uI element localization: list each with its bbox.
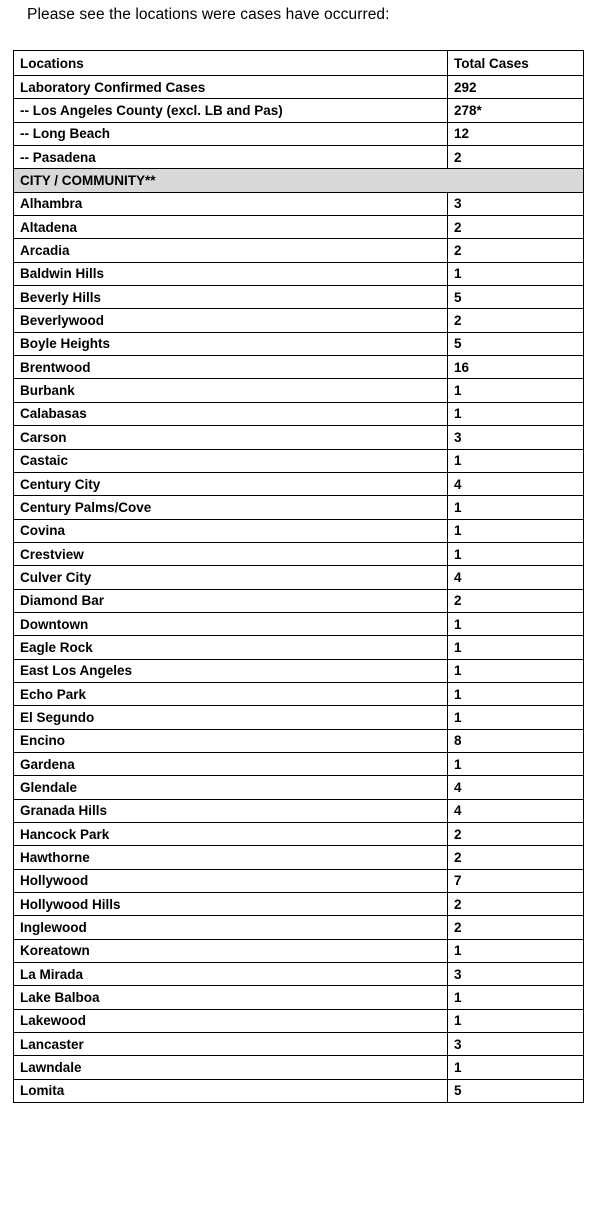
cases-cell: 2	[448, 146, 584, 169]
table-row	[14, 1079, 584, 1102]
cases-cell: 12	[448, 122, 584, 145]
location-cell: Alhambra	[14, 192, 448, 215]
cases-cell: 1	[448, 659, 584, 682]
cases-cell: 1	[448, 682, 584, 705]
cases-cell: 1	[448, 379, 584, 402]
cases-cell: 2	[448, 893, 584, 916]
location-cell: Culver City	[14, 566, 448, 589]
location-cell: Altadena	[14, 216, 448, 239]
location-cell: Castaic	[14, 449, 448, 472]
location-cell: Brentwood	[14, 356, 448, 379]
location-cell: -- Los Angeles County (excl. LB and Pas)	[14, 99, 448, 122]
summary-row	[14, 76, 584, 99]
location-cell: Encino	[14, 729, 448, 752]
location-cell: Lancaster	[14, 1033, 448, 1056]
table-row	[14, 426, 584, 449]
summary-row	[14, 146, 584, 169]
location-cell: Hancock Park	[14, 823, 448, 846]
cases-cell: 1	[448, 402, 584, 425]
location-cell: -- Pasadena	[14, 146, 448, 169]
cases-cell: 2	[448, 216, 584, 239]
cases-cell: 1	[448, 449, 584, 472]
location-cell: Covina	[14, 519, 448, 542]
location-cell: Crestview	[14, 542, 448, 565]
table-row	[14, 939, 584, 962]
location-cell: Boyle Heights	[14, 332, 448, 355]
location-cell: Beverlywood	[14, 309, 448, 332]
cases-cell: 1	[448, 542, 584, 565]
section-header-row	[14, 169, 584, 192]
table-row	[14, 869, 584, 892]
cases-cell: 3	[448, 963, 584, 986]
cases-cell: 1	[448, 752, 584, 775]
location-cell: Hollywood	[14, 869, 448, 892]
table-row	[14, 752, 584, 775]
table-row	[14, 566, 584, 589]
table-row	[14, 1009, 584, 1032]
cases-cell: 8	[448, 729, 584, 752]
location-cell: Inglewood	[14, 916, 448, 939]
cases-cell: 2	[448, 309, 584, 332]
table-row	[14, 332, 584, 355]
location-cell: Koreatown	[14, 939, 448, 962]
table-row	[14, 823, 584, 846]
table-row	[14, 379, 584, 402]
cases-cell: 4	[448, 566, 584, 589]
table-row	[14, 519, 584, 542]
cases-cell: 2	[448, 239, 584, 262]
table-row	[14, 192, 584, 215]
table-row	[14, 963, 584, 986]
cases-cell: 1	[448, 706, 584, 729]
location-cell: Century City	[14, 472, 448, 495]
cases-cell: 4	[448, 776, 584, 799]
table-row	[14, 286, 584, 309]
location-cell: Gardena	[14, 752, 448, 775]
cases-cell: 2	[448, 589, 584, 612]
table-row	[14, 729, 584, 752]
cases-table-body	[14, 51, 584, 1103]
cases-cell: 7	[448, 869, 584, 892]
cases-table	[13, 50, 584, 1103]
location-cell: Beverly Hills	[14, 286, 448, 309]
table-row	[14, 449, 584, 472]
summary-row	[14, 122, 584, 145]
cases-cell: 1	[448, 519, 584, 542]
cases-cell: 5	[448, 332, 584, 355]
cases-cell: 2	[448, 823, 584, 846]
location-cell: Echo Park	[14, 682, 448, 705]
cases-cell: 4	[448, 799, 584, 822]
table-row	[14, 402, 584, 425]
location-cell: Lawndale	[14, 1056, 448, 1079]
table-row	[14, 682, 584, 705]
column-header-total-cases: Total Cases	[448, 51, 584, 76]
cases-cell: 1	[448, 1056, 584, 1079]
table-row	[14, 309, 584, 332]
table-row	[14, 216, 584, 239]
location-cell: Burbank	[14, 379, 448, 402]
cases-cell: 1	[448, 262, 584, 285]
table-row	[14, 916, 584, 939]
location-cell: Calabasas	[14, 402, 448, 425]
cases-cell: 3	[448, 192, 584, 215]
table-row	[14, 589, 584, 612]
cases-cell: 292	[448, 76, 584, 99]
cases-cell: 1	[448, 1009, 584, 1032]
location-cell: Arcadia	[14, 239, 448, 262]
cases-cell: 16	[448, 356, 584, 379]
location-cell: Baldwin Hills	[14, 262, 448, 285]
column-header-locations: Locations	[14, 51, 448, 76]
table-row	[14, 776, 584, 799]
location-cell: La Mirada	[14, 963, 448, 986]
location-cell: Granada Hills	[14, 799, 448, 822]
location-cell: Carson	[14, 426, 448, 449]
section-empty-cell	[448, 169, 584, 192]
location-cell: Lake Balboa	[14, 986, 448, 1009]
table-header-row	[14, 51, 584, 76]
table-row	[14, 262, 584, 285]
cases-cell: 5	[448, 286, 584, 309]
location-cell: -- Long Beach	[14, 122, 448, 145]
summary-row	[14, 99, 584, 122]
cases-cell: 3	[448, 426, 584, 449]
cases-cell: 4	[448, 472, 584, 495]
location-cell: Lakewood	[14, 1009, 448, 1032]
table-row	[14, 542, 584, 565]
location-cell: East Los Angeles	[14, 659, 448, 682]
location-cell: Downtown	[14, 612, 448, 635]
cases-cell: 1	[448, 496, 584, 519]
table-row	[14, 1056, 584, 1079]
cases-cell: 2	[448, 846, 584, 869]
cases-cell: 278*	[448, 99, 584, 122]
table-row	[14, 986, 584, 1009]
intro-text: Please see the locations were cases have occurred:	[27, 6, 390, 23]
cases-cell: 2	[448, 916, 584, 939]
cases-cell: 1	[448, 986, 584, 1009]
cases-cell: 5	[448, 1079, 584, 1102]
cases-cell: 3	[448, 1033, 584, 1056]
table-row	[14, 799, 584, 822]
location-cell: Diamond Bar	[14, 589, 448, 612]
location-cell: Laboratory Confirmed Cases	[14, 76, 448, 99]
section-label: CITY / COMMUNITY**	[14, 169, 448, 192]
location-cell: El Segundo	[14, 706, 448, 729]
cases-cell: 1	[448, 612, 584, 635]
location-cell: Eagle Rock	[14, 636, 448, 659]
location-cell: Lomita	[14, 1079, 448, 1102]
table-row	[14, 496, 584, 519]
table-row	[14, 472, 584, 495]
location-cell: Glendale	[14, 776, 448, 799]
table-row	[14, 356, 584, 379]
table-row	[14, 239, 584, 262]
location-cell: Century Palms/Cove	[14, 496, 448, 519]
table-row	[14, 893, 584, 916]
table-row	[14, 659, 584, 682]
table-row	[14, 636, 584, 659]
table-row	[14, 1033, 584, 1056]
cases-cell: 1	[448, 939, 584, 962]
location-cell: Hawthorne	[14, 846, 448, 869]
table-row	[14, 612, 584, 635]
location-cell: Hollywood Hills	[14, 893, 448, 916]
table-row	[14, 706, 584, 729]
table-row	[14, 846, 584, 869]
cases-cell: 1	[448, 636, 584, 659]
